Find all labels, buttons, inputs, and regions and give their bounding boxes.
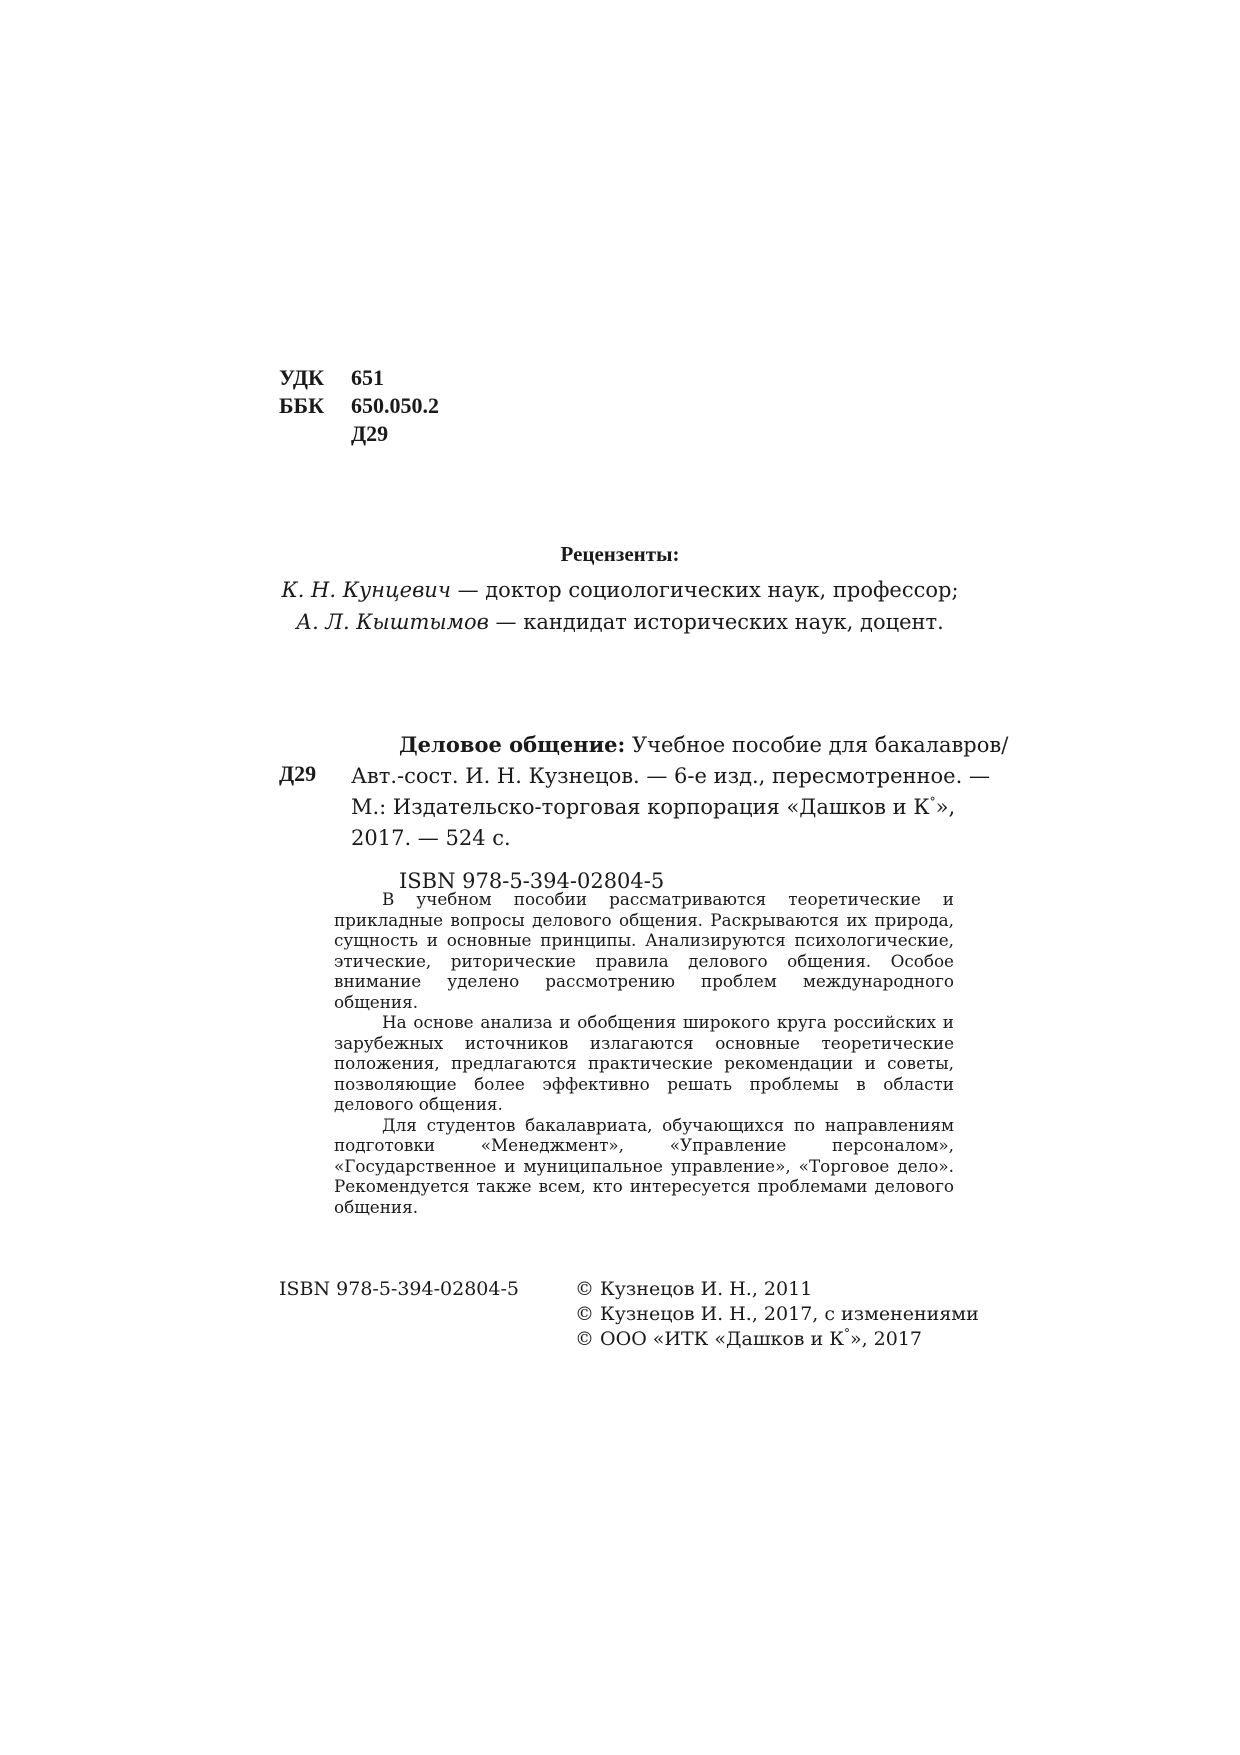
reviewer-name: А. Л. Кыштымов xyxy=(296,610,489,634)
author-mark-spacer xyxy=(279,420,351,448)
udk-label: УДК xyxy=(279,365,325,390)
catalog-author-mark: Д29 xyxy=(279,761,317,786)
udk-row xyxy=(279,364,439,392)
annotation-paragraph: В учебном пособии рассматриваются теоретические и прикладные вопросы делового общения. Раскрываются их природа, сущность и основные принципы. Анализируются психологические, этические, риторические правила делового общения. Особое внимание уделено рассмотрению проблем международного общения. xyxy=(334,889,954,1012)
publisher-text: М.: Издательско-торговая корпорация «Дашков и К xyxy=(351,795,930,819)
copyright-line xyxy=(575,1327,979,1352)
copyright-itk-text: © ООО «ИТК «Дашков и К xyxy=(575,1328,844,1350)
copyright-line: © Кузнецов И. Н., 2017, с изменениями xyxy=(575,1303,979,1325)
catalog-line-2: Авт.-сост. И. Н. Кузнецов. — 6-е изд., пересмотренное. — xyxy=(351,764,990,788)
publisher-end: », xyxy=(935,795,956,819)
author-mark: Д29 xyxy=(351,421,389,446)
reviewer-item xyxy=(0,574,1240,606)
catalog-line-1 xyxy=(351,729,1009,761)
book-title: Деловое общение: xyxy=(399,732,626,757)
reviewer-name: К. Н. Кунцевич xyxy=(281,578,451,602)
degree-mark: ° xyxy=(929,795,936,809)
book-subtitle: Учебное пособие для бакалавров/ xyxy=(625,733,1009,757)
classification-block xyxy=(279,364,439,448)
reviewers-list xyxy=(0,574,1240,638)
catalog-isbn: ISBN 978-5-394-02804-5 xyxy=(399,869,665,893)
annotation-paragraph: Для студентов бакалавриата, обучающихся по направлениям подготовки «Менеджмент», «Управление персоналом», «Государственное и муниципальное управление», «Торговое дело». Рекомендуется также всем, кто интересуется проблемами делового общения. xyxy=(334,1114,954,1217)
footer-isbn: ISBN 978-5-394-02804-5 xyxy=(279,1278,519,1300)
udk-value: 651 xyxy=(351,365,384,390)
reviewer-item xyxy=(0,606,1240,638)
author-mark-row xyxy=(279,420,439,448)
catalog-line-3 xyxy=(351,792,961,823)
bbk-row xyxy=(279,392,439,420)
annotation xyxy=(334,889,954,1217)
reviewer-description: — кандидат исторических наук, доцент. xyxy=(488,610,944,634)
bbk-label: ББК xyxy=(279,393,325,418)
catalog-line-4: 2017. — 524 с. xyxy=(351,826,511,850)
catalog-entry xyxy=(351,729,1009,897)
annotation-paragraph: На основе анализа и обобщения широкого круга российских и зарубежных источников излагаются основные теоретические положения, предлагаются практические рекомендации и советы, позволяющие более эффективно решать проблемы в области делового общения. xyxy=(334,1012,954,1114)
copyright-itk-end: », 2017 xyxy=(849,1328,923,1350)
bbk-value: 650.050.2 xyxy=(351,393,439,418)
reviewers-title: Рецензенты: xyxy=(560,542,680,566)
reviewer-description: — доктор социологических наук, профессор; xyxy=(450,578,959,602)
copyright-block xyxy=(575,1277,979,1352)
copyright-line: © Кузнецов И. Н., 2011 xyxy=(575,1278,813,1300)
degree-mark: ° xyxy=(843,1326,850,1341)
